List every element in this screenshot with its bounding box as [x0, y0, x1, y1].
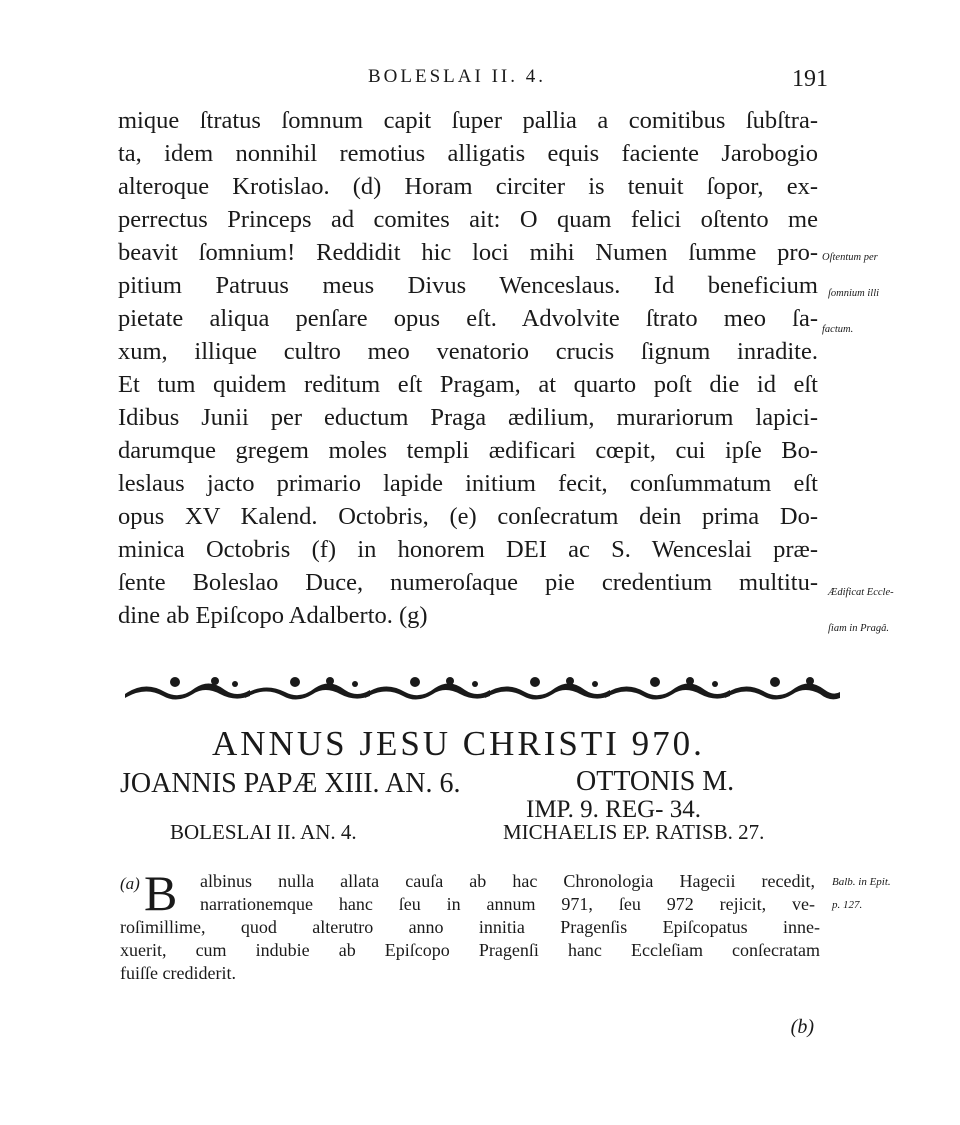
- margin-note: [828, 563, 894, 659]
- body-line: darumque gregem moles templi ædificari cœpit, cui ipſe Bo-: [118, 437, 818, 464]
- bishop-year-heading: MICHAELIS EP. RATISB. 27.: [503, 820, 765, 844]
- body-line: Et tum quidem reditum eſt Pragam, at quarto poſt die id eſt: [118, 371, 818, 398]
- body-line: minica Octobris (f) in honorem DEI ac S. Wenceslai præ-: [118, 536, 818, 563]
- body-line: alteroque Krotislao. (d) Horam circiter is tenuit ſopor, ex-: [118, 173, 818, 200]
- emperor-heading-line1: OTTONIS M.: [576, 766, 735, 797]
- footnote-dropcap: B: [144, 865, 178, 921]
- footnote-line: xuerit, cum indubie ab Epiſcopo Pragenſi hanc Eccleſiam conſecratam: [120, 940, 820, 960]
- footnote-label: (a): [120, 874, 140, 893]
- running-head-title: BOLESLAI II. 4.: [368, 66, 546, 87]
- body-line: ſente Boleslao Duce, numeroſaque pie credentium multitu-: [118, 569, 818, 596]
- body-line: xum, illique cultro meo venatorio crucis ſignum inradite.: [118, 338, 818, 365]
- papal-year-heading: JOANNIS PAPÆ XIII. AN. 6.: [120, 768, 461, 799]
- footnote-line: albinus nulla allata cauſa ab hac Chronologia Hagecii recedit,: [200, 871, 815, 891]
- margin-note: [822, 228, 879, 360]
- footnote-line: roſimillime, quod alterutro anno innitia Pragenſis Epiſcopatus inne-: [120, 917, 820, 937]
- footnote-line: fuiſſe crediderit.: [120, 963, 236, 983]
- body-line: pitium Patruus meus Divus Wenceslaus. Id beneficium: [118, 272, 818, 299]
- decorative-ornament: [125, 672, 840, 702]
- body-line: mique ſtratus ſomnum capit ſuper pallia a comitibus ſubſtra-: [118, 107, 818, 134]
- margin-note-line: factum.: [822, 324, 854, 335]
- margin-note-line: Ædificat Eccle-: [828, 587, 894, 598]
- body-line: dine ab Epiſcopo Adalberto. (g): [118, 602, 428, 629]
- catchword: (b): [790, 1016, 814, 1038]
- year-heading: ANNUS JESU CHRISTI 970.: [212, 724, 705, 763]
- body-line: opus XV Kalend. Octobris, (e) conſecratum dein prima Do-: [118, 503, 818, 530]
- footnote-side-ref: Balb. in Epit.: [832, 876, 891, 888]
- footnote-side-ref: p. 127.: [832, 899, 863, 911]
- page-number: 191: [792, 66, 828, 92]
- margin-note-line: ſomnium illi: [828, 288, 880, 299]
- emperor-heading-line2: IMP. 9. REG- 34.: [526, 796, 702, 823]
- margin-note-line: ſiam in Pragâ.: [828, 623, 889, 634]
- body-line: leslaus jacto primario lapide initium fecit, conſummatum eſt: [118, 470, 818, 497]
- duke-year-heading: BOLESLAI II. AN. 4.: [170, 820, 357, 844]
- footnote-line: narrationemque hanc ſeu in annum 971, ſeu 972 rejicit, ve-: [200, 894, 815, 914]
- body-line: Idibus Junii per eductum Praga ædilium, murariorum lapici-: [118, 404, 818, 431]
- body-line: beavit ſomnium! Reddidit hic loci mihi Numen ſumme pro-: [118, 239, 818, 266]
- running-head: [118, 66, 828, 96]
- margin-note-line: Oſtentum per: [822, 252, 878, 263]
- body-line: pietate aliqua penſare opus eſt. Advolvite ſtrato meo ſa-: [118, 305, 818, 332]
- body-line: ta, idem nonnihil remotius alligatis equis faciente Jarobogio: [118, 140, 818, 167]
- body-line: perrectus Princeps ad comites ait: O quam felici oſtento me: [118, 206, 818, 233]
